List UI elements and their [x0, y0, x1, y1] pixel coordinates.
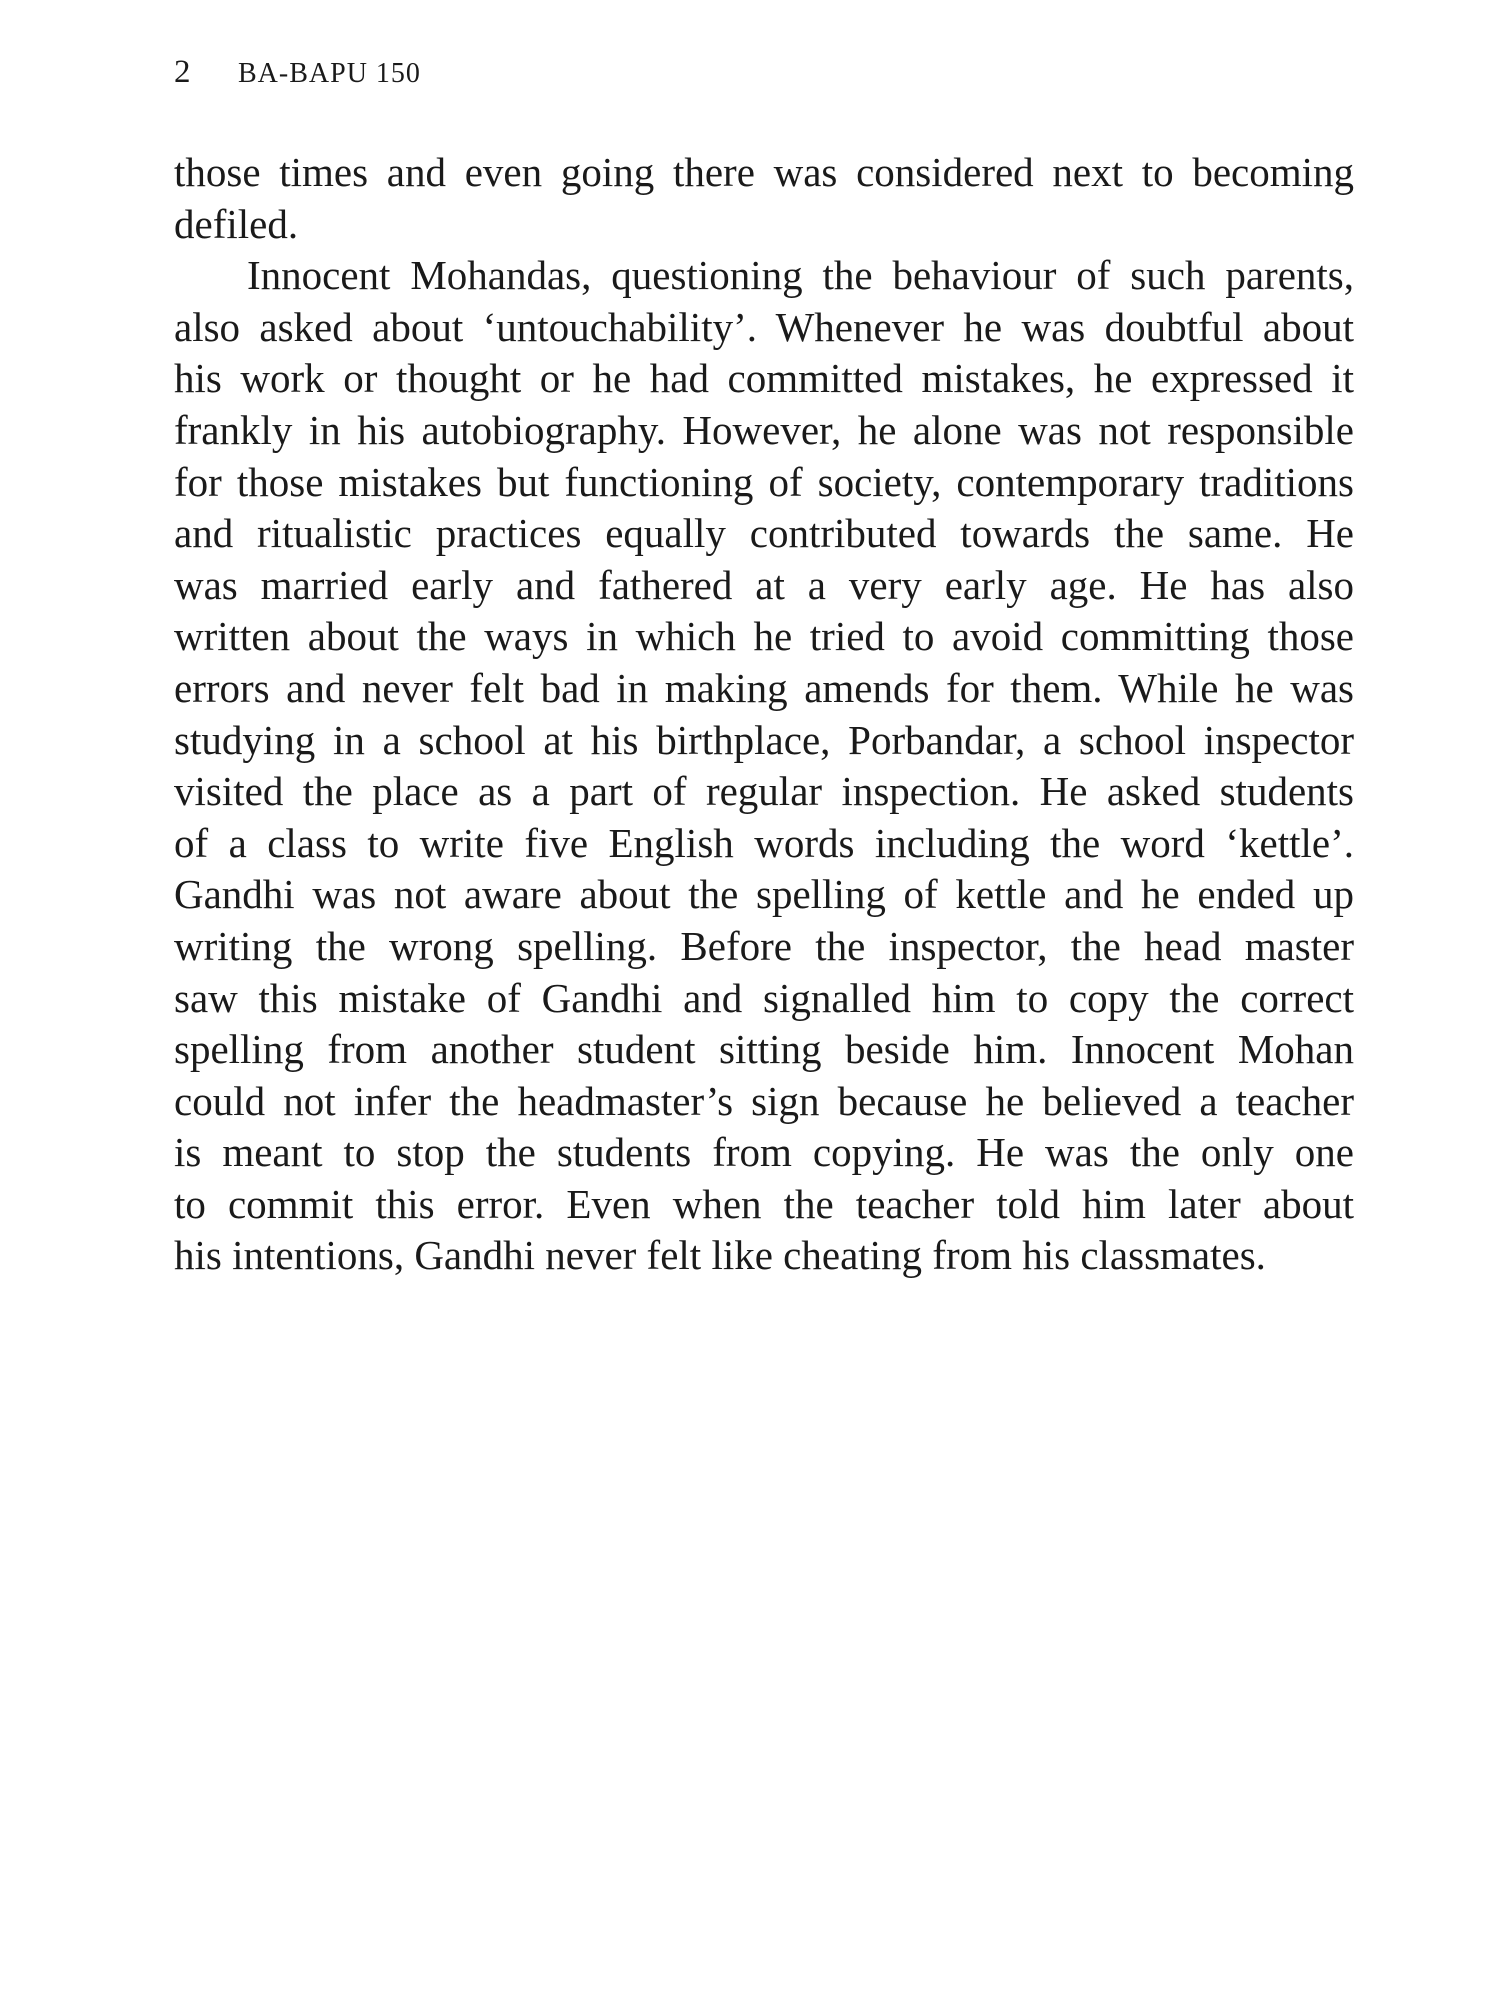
text-line: errors and never felt bad in making amends for them. While he was — [174, 664, 1354, 711]
text-line: to commit this error. Even when the teacher told him later about — [174, 1180, 1354, 1227]
text-line: writing the wrong spelling. Before the inspector, the head master — [174, 922, 1354, 969]
text-line: was married early and fathered at a very early age. He has also — [174, 561, 1354, 608]
text-line: also asked about ‘untouchability’. Whenever he was doubtful about — [174, 303, 1354, 350]
text-line: is meant to stop the students from copying. He was the only one — [174, 1129, 1354, 1176]
text-line: those times and even going there was considered next to becoming — [174, 149, 1354, 195]
text-line: his work or thought or he had committed mistakes, he expressed it — [174, 355, 1354, 402]
text-line: defiled. — [174, 200, 299, 247]
text-line: Innocent Mohandas, questioning the behaviour of such parents, — [247, 252, 1354, 299]
body-text — [174, 147, 1354, 1282]
text-line: could not infer the headmaster’s sign because he believed a teacher — [174, 1077, 1354, 1124]
text-line: Gandhi was not aware about the spelling of kettle and he ended up — [174, 871, 1354, 918]
text-line: his intentions, Gandhi never felt like cheating from his classmates. — [174, 1232, 1266, 1279]
text-line: spelling from another student sitting beside him. Innocent Mohan — [174, 1026, 1354, 1073]
text-line: studying in a school at his birthplace, Porbandar, a school inspector — [174, 716, 1354, 763]
text-line: frankly in his autobiography. However, he alone was not responsible — [174, 406, 1354, 453]
running-title: BA-BAPU 150 — [238, 58, 421, 89]
running-header — [174, 54, 421, 104]
text-line: for those mistakes but functioning of society, contemporary traditions — [174, 458, 1354, 505]
text-line: saw this mistake of Gandhi and signalled him to copy the correct — [174, 974, 1354, 1021]
text-line: of a class to write five English words including the word ‘kettle’. — [174, 819, 1354, 866]
page-number: 2 — [174, 54, 191, 90]
text-line: written about the ways in which he tried to avoid committing those — [174, 613, 1354, 660]
text-line: visited the place as a part of regular inspection. He asked students — [174, 768, 1354, 815]
text-line: and ritualistic practices equally contributed towards the same. He — [174, 510, 1354, 557]
